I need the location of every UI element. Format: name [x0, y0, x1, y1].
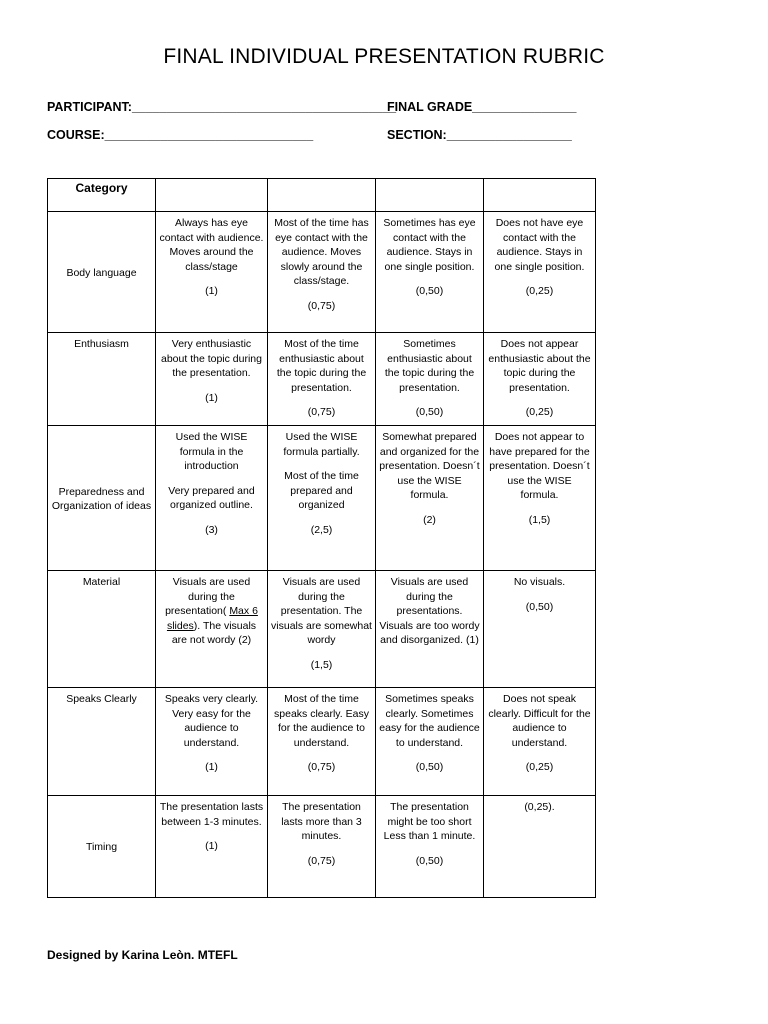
participant-field: PARTICIPANT:______________________________________: [47, 100, 397, 114]
rubric-cell: Visuals are used during the presentations. Visuals are too wordy and disorganized. (1): [376, 571, 484, 688]
rubric-cell: Most of the time has eye contact with the audience. Moves slowly around the class/stage. (0,75): [268, 212, 376, 333]
rubric-cell: No visuals. (0,50): [484, 571, 596, 688]
rubric-cell: Visuals are used during the presentation. The visuals are somewhat wordy (1,5): [268, 571, 376, 688]
table-row: [48, 571, 596, 688]
table-row: [48, 212, 596, 333]
rubric-cell: Most of the time enthusiastic about the topic during the presentation. (0,75): [268, 333, 376, 426]
rubric-cell: (0,25).: [484, 796, 596, 898]
rubric-cell: Sometimes has eye contact with the audience. Stays in one single position. (0,50): [376, 212, 484, 333]
rubric-cell: Used the WISE formula partially. Most of the time prepared and organized (2,5): [268, 426, 376, 571]
header-col-4: [484, 179, 596, 212]
rubric-cell: Somewhat prepared and organized for the presentation. Doesn´t use the WISE formula. (2): [376, 426, 484, 571]
table-row: [48, 688, 596, 796]
rubric-cell: Always has eye contact with audience. Moves around the class/stage (1): [156, 212, 268, 333]
footer-credit: Designed by Karina Leòn. MTEFL: [47, 948, 238, 962]
course-field: COURSE:______________________________: [47, 128, 314, 142]
table-row: [48, 333, 596, 426]
header-col-1: [156, 179, 268, 212]
category-timing: Timing: [48, 796, 156, 898]
section-field: SECTION:__________________: [387, 128, 572, 142]
category-material: Material: [48, 571, 156, 688]
header-row: [48, 179, 596, 212]
page-title: FINAL INDIVIDUAL PRESENTATION RUBRIC: [163, 45, 605, 68]
final-grade-field: FINAL GRADE_______________: [387, 100, 577, 114]
rubric-cell: Sometimes enthusiastic about the topic during the presentation. (0,50): [376, 333, 484, 426]
rubric-cell: Very enthusiastic about the topic during the presentation. (1): [156, 333, 268, 426]
rubric-cell: Does not appear to have prepared for the presentation. Doesn´t use the WISE formula. (1,5): [484, 426, 596, 571]
header-col-3: [376, 179, 484, 212]
header-col-2: [268, 179, 376, 212]
rubric-cell: The presentation lasts between 1-3 minutes. (1): [156, 796, 268, 898]
rubric-cell: The presentation lasts more than 3 minutes. (0,75): [268, 796, 376, 898]
rubric-cell: Visuals are used during the presentation( Max 6 slides). The visuals are not wordy (2): [156, 571, 268, 688]
rubric-cell: Used the WISE formula in the introduction Very prepared and organized outline. (3): [156, 426, 268, 571]
category-preparedness: Preparedness and Organization of ideas: [48, 426, 156, 571]
rubric-table: [47, 178, 596, 898]
table-row: [48, 796, 596, 898]
rubric-cell: Sometimes speaks clearly. Sometimes easy for the audience to understand. (0,50): [376, 688, 484, 796]
rubric-cell: Speaks very clearly. Very easy for the audience to understand. (1): [156, 688, 268, 796]
category-enthusiasm: Enthusiasm: [48, 333, 156, 426]
category-speaks-clearly: Speaks Clearly: [48, 688, 156, 796]
rubric-cell: The presentation might be too short Less than 1 minute. (0,50): [376, 796, 484, 898]
rubric-cell: Most of the time speaks clearly. Easy for the audience to understand. (0,75): [268, 688, 376, 796]
category-body-language: Body language: [48, 212, 156, 333]
rubric-cell: Does not have eye contact with the audience. Stays in one single position. (0,25): [484, 212, 596, 333]
header-category: Category: [48, 179, 156, 212]
rubric-cell: Does not appear enthusiastic about the topic during the presentation. (0,25): [484, 333, 596, 426]
table-row: [48, 426, 596, 571]
rubric-cell: Does not speak clearly. Difficult for the audience to understand. (0,25): [484, 688, 596, 796]
